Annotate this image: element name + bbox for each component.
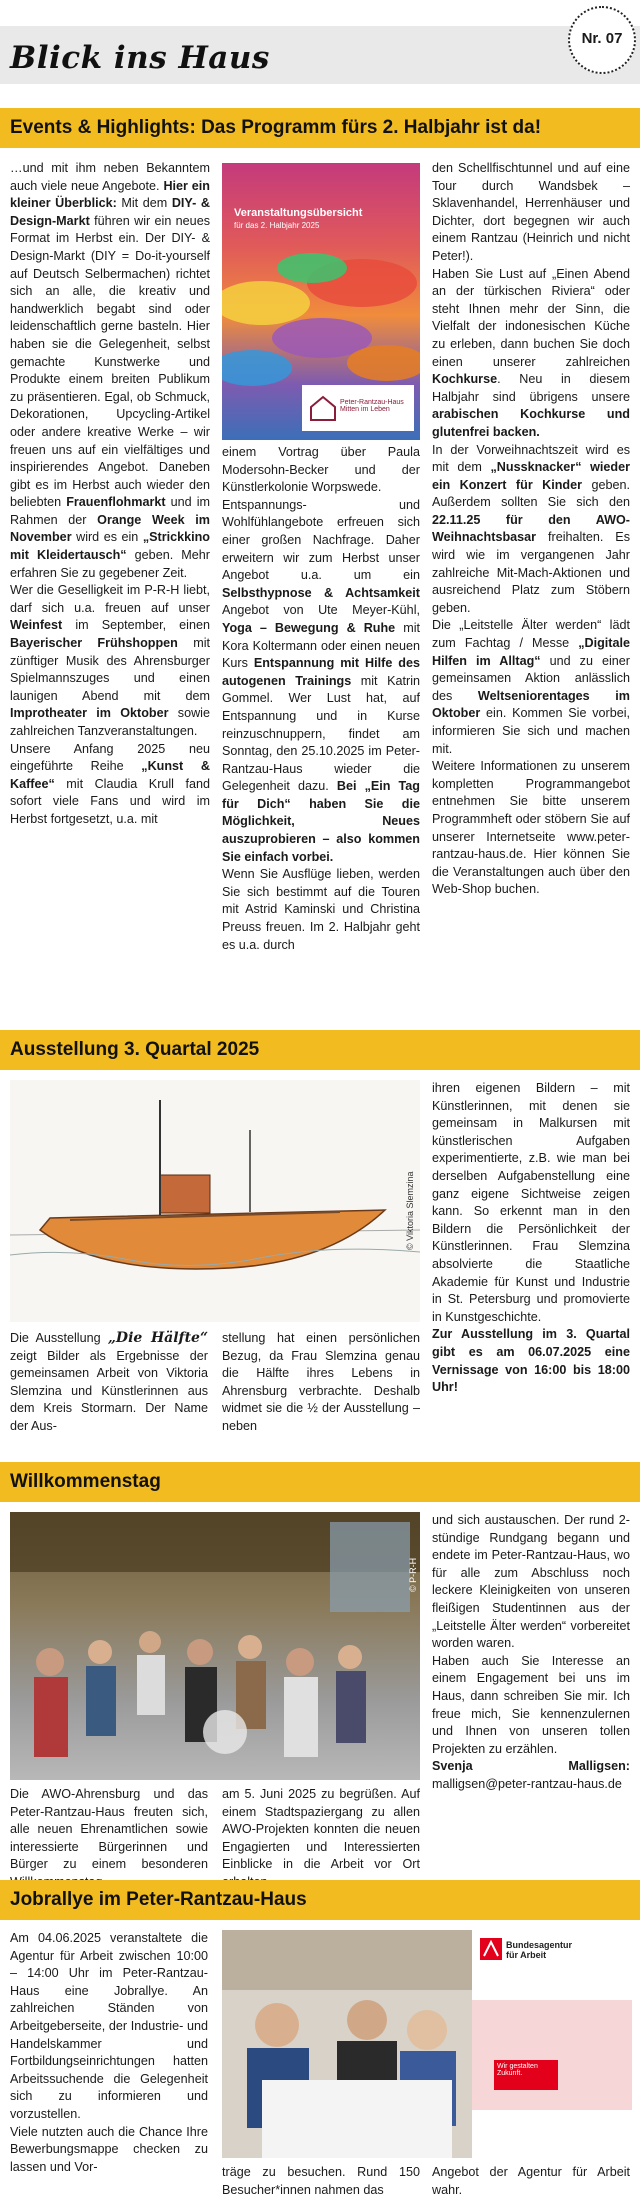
willkommen-column-1: Die AWO-Ahrensburg und das Peter-Rantzau-Haus freuten sich, alle neuen Ehrenamtlichen sowie interessierte Bürgerinnen und Bürger zu einem besonderen	[10, 1787, 208, 1872]
jobrallye-column-1: Am 04.06.2025 veranstaltete die Agentur für Arbeit zwischen 10:00 – 14:00 Uhr im Peter-Rantzau-Haus eine Jobrallye. An zahlreichen Ständen von Arbeitgeberseite, der Industrie- und Handelskammer und Fortbildungseinrichtungen hatten Arbeitssuchende die Gelegenheit sich zu informieren und vorzustellen. Viele nutzten auch die Chance Ihre Bewerbungsmappe checken zu lassen und Vor-	[10, 1931, 208, 2174]
jobrallye-photo	[222, 1930, 632, 2158]
issue-badge	[568, 6, 636, 74]
house-icon	[308, 393, 338, 423]
photo-credit: © P-R-H	[620, 2111, 630, 2146]
events-column-3: den Schellfischtunnel und auf eine Tour durch Wandsbek – Sklavenhandel, Herrenhäuser und Dichter, dort begegnen wir auch einem Rantzau (Heinrich und nicht Peter!). Haben Sie Lust auf „Einen Abend an der türkischen Riviera“ oder steht Ihnen mehr der Sinn, die Vielfalt der indonesischen Küche zu erleben, dann buchen Sie doch einen unserer zahlreichen Kochkurse. Neu in diesem Halbjahr sind übrigens unsere arabischen Kochkurse und glutenfrei backen. In der Vorweihnachtszeit wird es mit dem „Nussknacker“ wieder ein Konzert für Kinder geben. Außerdem sollten Sie sich den 22.11.25 für den AWO-Weihnachtsbasar freihalten. Es wird wie im vergangenen Jahr zahlreiche Mit-Mach-Aktionen und ausreichend Platz zum Stöbern geben. Die „Leitstelle Älter werden“ lädt zum Fachtag / Messe „Digitale Hilfen im Alltag“ und zu einer gemeinsamen Aktion anlässlich des Weltseniorentages im Oktober ein. Kommen Sie vorbei, informieren Sie sich und machen mit. Weitere Informationen zu unserem kompletten Programmangebot entnehmen Sie bitte unserem Programmheft oder stöbern Sie auf unserer Internetseite www.peter-rantzau-haus.de. Hier können Sie die Veranstaltungen auch über den Web-Shop buchen.	[432, 161, 630, 897]
welcome-day-group-photo	[10, 1512, 420, 1780]
job-fair-illustration	[222, 1930, 632, 2158]
banner-slogan: Wir gestalten Zukunft.	[494, 2060, 558, 2090]
section-header-events	[0, 108, 640, 148]
section-title: Willkommenstag	[10, 1471, 161, 1492]
cover-logo: Peter-Rantzau-Haus Mitten im Leben	[302, 385, 414, 431]
events-column-2: einem Vortrag über Paula Modersohn-Becker und der Künstlerkolonie Worpswede. Entspannungs- und Wohlfühlangebote erfreuen sich einer großen Nachfrage. Daher erweitern wir zum Herbst unser Angebot u.a. um ein Selbsthypnose & Achtsamkeit Angebot von Ute Meyer-Kühl, Yoga – Bewegung & Ruhe mit Kora Koltermann oder einen neuen Kurs Entspannung mit Hilfe des autogenen Trainings mit Katrin Gommel. Wer Lust hat, auf Entspannung und in Kurse reinzuschnuppern, findet am Sonntag, den 25.10.2025 im Peter-Rantzau-Haus wieder die Gelegenheit dazu. Bei „Ein Tag für Dich“ haben Sie die Möglichkeit, Neues auszuprobieren – also kommen Sie einfach vorbei. Wenn Sie Ausflüge lieben, werden Sie sich bestimmt auf die Touren mit Astrid Kaminski und Christina Preuss freuen. Im 2. Halbjahr geht es u.a. durch	[222, 445, 421, 952]
issue-number: Nr. 07	[581, 30, 623, 47]
willkommen-column-3: und sich austauschen. Der rund 2-stündige Rundgang begann und endete im Peter-Rantzau-Haus, wo für alle zum Abschluss noch leckere Kleinigkeiten von unseren fleißigen Studentinnen aus der „Leitstelle Älter werden“ vorbereitet worden waren. Haben auch Sie Interesse an einem Engagement bei uns im Haus, dann schreiben Sie mir. Ich freue mich, Sie kennenzulernen und Ihnen von unseren tollen Projekten zu erzählen. Svenja Malligsen: malligsen@peter-rantzau-haus.de	[432, 1513, 630, 1791]
photo-credit: © Viktoria Slemzina	[405, 1171, 415, 1250]
newsletter-title: Blick ins Haus	[10, 40, 270, 76]
masthead	[0, 26, 640, 84]
jobrallye-column-3: Angebot der Agentur für Arbeit wahr.	[432, 2165, 630, 2197]
crowd-illustration	[10, 1512, 420, 1780]
cover-title: Veranstaltungsübersicht	[234, 207, 363, 219]
boat-illustration	[10, 1080, 420, 1322]
ausstellung-column-1: Die Ausstellung „Die Hälfte“ zeigt Bilder als Ergebnisse der gemeinsamen Arbeit von Viktoria Slemzina und Künstlerinnen aus dem Kreis Stormarn. Der Name der Aus-	[10, 1330, 209, 1433]
program-cover-image	[222, 163, 420, 440]
section-title: Events & Highlights: Das Programm fürs 2. Halbjahr ist da!	[10, 117, 542, 138]
ausstellung-column-2: stellung hat einen persönlichen Bezug, da Frau Slemzina genau die Hälfte ihres Lebens in Ahrensburg verbrachte. Deshalb widmet sie die ½ der Ausstellung – neben	[222, 1331, 420, 1433]
events-column-1: …und mit ihm neben Bekanntem auch viele neue Angebote. Hier ein kleiner Überblick: Mit dem DIY- & Design-Markt führen wir ein neues Format im Herbst ein. Der DIY- & Design-Markt (DIY = Do-it-yourself auf Deutsch Selbermachen) richtet sich an alle, die kreativ und handwerklich begabt sind oder leidenschaftlich gerne basteln. Hier haben sie die Gelegenheit, selbst gemachte Kunstwerke und Produkte einem breiten Publikum zu präsentieren. Egal, ob Schmuck, Dekorationen, Upcycling-Artikel oder andere kreative Werke – wir freuen uns auf ein vielfältiges und inspirierendes Angebot. Daneben gibt es im Herbst auch wieder den beliebten Frauenflohmarkt und im Rahmen der Orange Week im November wird es ein „Strickkino mit Kleidertausch“ geben. Mehr erfahren Sie zu gegebener Zeit. Wer die Geselligkeit im P-R-H liebt, darf sich u.a. freuen auf unser Weinfest im September, einen Bayerischer Frühshoppen mit zünftiger Musik des Ahrensburger Spielmannszuges und einen launigen Abend mit dem Improtheater im Oktober sowie zahlreichen Tanzveranstaltungen. Unsere Anfang 2025 neu eingeführte Reihe „Kunst & Kaffee“ mit Claudia Krull fand sofort viele Fans und wird im Herbst fortgesetzt, u.a. mit	[10, 161, 211, 826]
section-title: Ausstellung 3. Quartal 2025	[10, 1039, 260, 1060]
section-header-willkommenstag	[0, 1462, 640, 1502]
section-title: Jobrallye im Peter-Rantzau-Haus	[10, 1889, 307, 1910]
photo-credit: © P-R-H	[408, 1557, 418, 1592]
section-header-jobrallye	[0, 1880, 640, 1920]
banner-title: Bundesagentur für Arbeit	[506, 1940, 573, 1960]
jobrallye-column-2: träge zu besuchen. Rund 150 Besucher*innen nahmen das	[222, 2165, 420, 2197]
ausstellung-column-3: ihren eigenen Bildern – mit Künstlerinnen, mit denen sie gemeinsam in Malkursen mit künstlerischen Aufgaben experimentierte, z.B. wie man bei derselben Aufgabenstellung eine ganz eigene Sichtweise zeigen kann. So erkennt man in den Bildern die Persönlichkeit der Künstlerinnen. Frau Slemzina absolvierte die Staatliche Akademie für Kunst und Industrie in St. Petersburg und promovierte in Kunstgeschichte. Zur Ausstellung im 3. Quartal gibt es am 06.07.2025 eine Vernissage von 16:00 bis 18:00 Uhr!	[432, 1081, 630, 1395]
section-header-ausstellung	[0, 1030, 640, 1070]
willkommen-column-2: am 5. Juni 2025 zu begrüßen. Auf einem Stadtspaziergang zu allen AWO-Projekten konnten die neuen Engagierten und Interessierten Einblicke in die Arbeit vor Ort	[222, 1787, 420, 1872]
boat-sketch-image	[10, 1080, 420, 1322]
cover-subtitle: für das 2. Halbjahr 2025	[234, 221, 320, 230]
